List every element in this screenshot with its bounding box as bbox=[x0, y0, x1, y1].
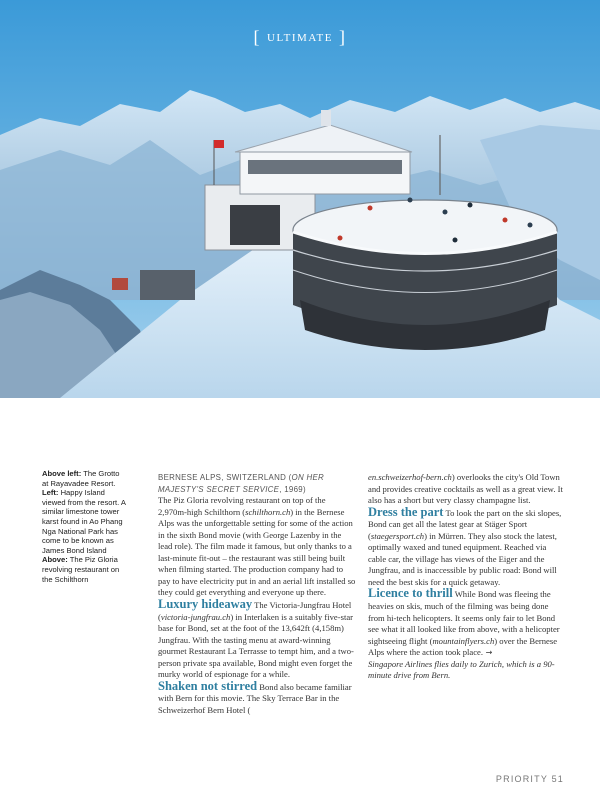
paragraph-dress-the-part: Dress the part To look the part on the ski slopes, Bond can get all the latest gear at Stäger Sport (staegersport.ch) in Mürren. They also stock the latest, optimally waxed and tuned equipment. Reached via cable car, the village has views of the Eiger and the Jungfrau, and is inaccessible by public road: Bond will need the best skis for a quick getaway. bbox=[368, 504, 562, 587]
paragraph-shaken-not-stirred: Shaken not stirred Bond also became familiar with Bern for this movie. The Sky Terrace Bar in the Schweizerhof Bern Hotel ( bbox=[158, 678, 352, 715]
link-mountainflyers[interactable]: mountainflyers.ch bbox=[432, 635, 495, 646]
caption-left: Left: Happy Island viewed from the resort. A similar limestone tower karst found in Ao Phang Nga National Park has come to be known as James Bond Island bbox=[42, 488, 126, 555]
page-folio bbox=[496, 774, 564, 784]
arrow-icon: → bbox=[483, 648, 493, 658]
link-victoria-jungfrau[interactable]: victoria-jungfrau.ch bbox=[160, 611, 231, 622]
link-schilthorn[interactable]: schilthorn.ch bbox=[245, 506, 291, 517]
article-column-right bbox=[368, 472, 566, 682]
paragraph-intro: The Piz Gloria revolving restaurant on top of the 2,970m-high Schilthorn (schilthorn.ch) in the Bernese Alps was the unforgettable setting for some of the action in the sixth Bond movie (with George Lazenby in the lead role). The film made it famous, but only thanks to a last-minute fit-out – the restaurant was still being built when filming started. The production company had to pay to have electricity put in and an aerial lift installed so they could get everything and everyone up there. bbox=[158, 495, 356, 598]
subheading-dress-the-part: Dress the part bbox=[368, 504, 444, 519]
article-column-left bbox=[158, 472, 356, 716]
section-tag: [ ULTIMATE ] bbox=[253, 27, 347, 47]
link-staegersport[interactable]: staegersport.ch bbox=[370, 530, 425, 541]
hero-photo bbox=[0, 0, 600, 398]
paragraph-schweizerhof-cont: en.schweizerhof-bern.ch) overlooks the city's Old Town and provides creative cocktails as well as a great view. It also has a short but very classy champagne list. bbox=[368, 472, 563, 506]
caption-above-left: Above left: The Grotto at Rayavadee Resort. bbox=[42, 469, 120, 488]
cable-station bbox=[140, 270, 195, 300]
magazine-name: PRIORITY bbox=[495, 774, 548, 784]
paragraph-licence-to-thrill: Licence to thrill While Bond was fleeing the heavies on skis, much of the filming was being done from hi-tech helicopters. It seems only fair to let Bond see what it all looked like from above, with a helicopter sightseeing flight (mountainflyers.ch) over the Bernese Alps where the action took place. → bbox=[368, 586, 560, 658]
page-number: 51 bbox=[551, 774, 564, 784]
photo-captions bbox=[42, 469, 126, 584]
piz-gloria-photo bbox=[0, 0, 600, 398]
link-schweizerhof[interactable]: en.schweizerhof-bern.ch bbox=[368, 472, 452, 482]
paragraph-luxury-hideaway: Luxury hideaway The Victoria-Jungfrau Hotel (victoria-jungfrau.ch) in Interlaken is a suitably five-star base for Bond, set at the foot of the 13,642ft (4,158m) Jungfrau. With the tasting menu at award-winning gourmet Restaurant La Terrasse to tempt him, and a two-person private spa available, Bond might even forget the murky world of espionage for a while. bbox=[158, 597, 354, 680]
subheading-licence-to-thrill: Licence to thrill bbox=[368, 586, 453, 601]
subheading-luxury-hideaway: Luxury hideaway bbox=[158, 597, 253, 612]
caption-above: Above: The Piz Gloria revolving restaurant on the Schilthorn bbox=[42, 555, 120, 584]
subheading-shaken-not-stirred: Shaken not stirred bbox=[158, 678, 258, 693]
travel-note: Singapore Airlines flies daily to Zurich, which is a 90-minute drive from Bern. bbox=[368, 658, 555, 681]
location-kicker: BERNESE ALPS, SWITZERLAND (ON HER MAJESTY'S SECRET SERVICE, 1969) bbox=[158, 473, 325, 494]
